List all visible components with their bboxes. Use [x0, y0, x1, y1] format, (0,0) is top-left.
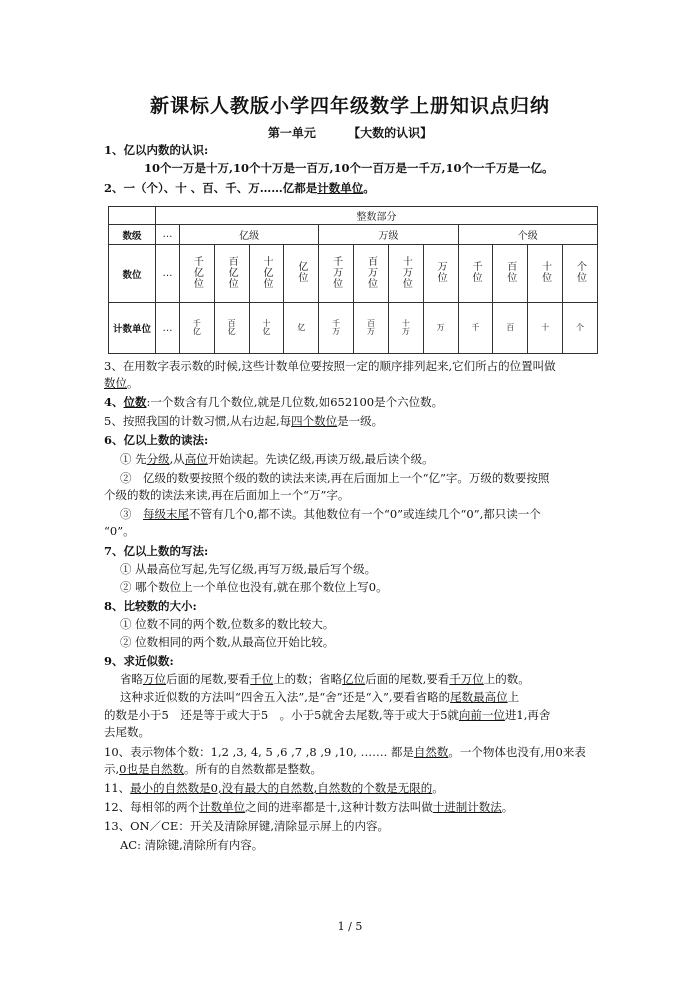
item-8-heading: 8、比较数的大小: — [104, 599, 197, 613]
unit-cell: 千万 — [331, 318, 341, 335]
item-9-heading: 9、求近似数: — [104, 654, 174, 668]
document-title: 新课标人教版小学四年级数学上册知识点归纳 — [149, 95, 550, 117]
item-9-line-4: 去尾数。 — [104, 725, 150, 739]
item-7-rule-2: ② 哪个数位上一个单位也没有,就在那个数位上写0。 — [120, 580, 388, 594]
item-1-body: 10个一万是十万,10个十万是一百万,10个一百万是一千万,10个一千万是一亿。 — [144, 161, 554, 175]
item-10-line-1: 10、表示物体个数：1,2 ,3, 4, 5 ,6 ,7 ,8 ,9 ,10, ……. 都是自然数。一个物体也没有,用0来表 — [104, 745, 586, 759]
place-cell: 个位 — [574, 261, 586, 283]
place-cell: 百万位 — [365, 255, 377, 289]
term-place: 数位 — [104, 376, 127, 390]
unit-ellipsis: … — [156, 303, 180, 354]
item-9-line-3: 的数是小于5 还是等于或大于5 。小于5就舍去尾数,等于或大于5就向前一位进1,再舍 — [104, 708, 551, 722]
unit-cell: 十亿 — [262, 318, 271, 335]
level-yi: 亿级 — [179, 225, 318, 245]
item-10-line-2: 示,0也是自然数。所有的自然数都是整数。 — [104, 762, 322, 776]
unit-cell: 个 — [575, 322, 585, 331]
level-ge: 个级 — [458, 225, 597, 245]
place-ellipsis: … — [156, 245, 180, 303]
level-ellipsis: … — [156, 225, 180, 245]
item-3-line-2: 数位。 — [104, 376, 139, 390]
place-cell: 十万位 — [400, 255, 412, 289]
item-9-line-1: 省略万位后面的尾数,要看千位上的数；省略亿位后面的尾数,要看千万位上的数。 — [120, 672, 530, 686]
unit-cell: 百 — [505, 322, 515, 331]
unit-cell: 百万 — [366, 318, 376, 335]
item-13-ac: AC: 清除键,清除所有内容。 — [120, 838, 264, 852]
place-cell: 亿位 — [295, 261, 307, 283]
term-four-places: 四个数位 — [291, 414, 338, 428]
item-6-rule-2-a: ② 亿级的数要按照个级的数的读法来读,再在后面加上一个“亿”字。万级的数要按照 — [120, 471, 550, 485]
item-13: 13、ON／CE：开关及清除屏键,清除显示屏上的内容。 — [104, 819, 389, 833]
item-8-rule-2: ② 位数相同的两个数,从最高位开始比较。 — [120, 635, 335, 649]
item-6-rule-3-b: “0”。 — [104, 524, 135, 538]
unit-cell: 亿 — [296, 322, 306, 331]
unit-cell: 十万 — [401, 318, 411, 335]
unit-cell: 百亿 — [227, 318, 237, 335]
item-5: 5、按照我国的计数习惯,从右边起,每四个数位是一级。 — [104, 414, 384, 428]
row-label-unit: 计数单位 — [109, 303, 156, 354]
row-label-place: 数位 — [109, 245, 156, 303]
item-7-heading: 7、亿以上数的写法: — [104, 544, 209, 558]
item-7-rule-1: ① 从最高位写起,先写亿级,再写万级,最后写个级。 — [120, 562, 377, 576]
item-3-line-1: 3、在用数字表示数的时候,这些计数单位要按照一定的顺序排列起来,它们所占的位置叫做 — [104, 359, 556, 373]
item-4: 4、位数:一个数含有几个数位,就是几位数,如652100是个六位数。 — [104, 395, 444, 409]
item-9-line-2: 这种求近似数的方法叫“四舍五入法”,是“舍”还是“入”,要看省略的尾数最高位上 — [120, 690, 520, 704]
place-cell: 十亿位 — [261, 255, 272, 289]
unit-cell: 十 — [540, 322, 550, 331]
unit-topic: 【大数的认识】 — [348, 126, 433, 140]
page-number: 1 / 5 — [337, 920, 363, 933]
item-6-rule-2-b: 个级的数的读法来读,再在后面加上一个“万”字。 — [104, 488, 350, 502]
item-2: 2、一（个）、十 、百、千、万……亿都是计数单位。 — [104, 181, 375, 195]
unit-heading — [0, 124, 700, 141]
place-cell: 百位 — [504, 261, 516, 283]
unit-cell: 千 — [470, 322, 480, 331]
item-6-rule-3-a: ③ 每级末尾不管有几个0,都不读。其他数位有一个“0”或连续几个“0”,都只读一个 — [120, 507, 541, 521]
item-6-heading: 6、亿以上数的读法: — [104, 433, 209, 447]
place-value-table — [108, 206, 598, 354]
place-cell: 百亿位 — [226, 255, 238, 289]
item-11: 11、最小的自然数是0,没有最大的自然数,自然数的个数是无限的。 — [104, 781, 444, 795]
term-counting-unit: 计数单位 — [317, 181, 364, 195]
term-digit-count: 位数 — [123, 395, 147, 409]
item-8-rule-1: ① 位数不同的两个数,位数多的数比较大。 — [120, 617, 335, 631]
unit-cell: 万 — [436, 322, 446, 331]
item-12: 12、每相邻的两个计数单位之间的进率都是十,这种计数方法叫做十进制计数法。 — [104, 800, 514, 814]
place-cell: 千万位 — [330, 255, 342, 289]
item-6-rule-1: ① 先分级,从高位开始读起。先读亿级,再读万级,最后读个级。 — [120, 452, 434, 466]
place-cell: 万位 — [435, 261, 447, 283]
unit-cell: 千亿 — [192, 318, 202, 335]
place-cell: 千亿位 — [191, 255, 203, 289]
place-cell: 千位 — [469, 261, 481, 283]
unit-label: 第一单元 — [267, 126, 316, 140]
level-wan: 万级 — [319, 225, 458, 245]
table-header: 整数部分 — [156, 207, 598, 225]
item-1-heading: 1、亿以内数的认识: — [104, 143, 209, 157]
place-cell: 十位 — [539, 261, 551, 283]
row-label-level: 数级 — [109, 225, 156, 245]
